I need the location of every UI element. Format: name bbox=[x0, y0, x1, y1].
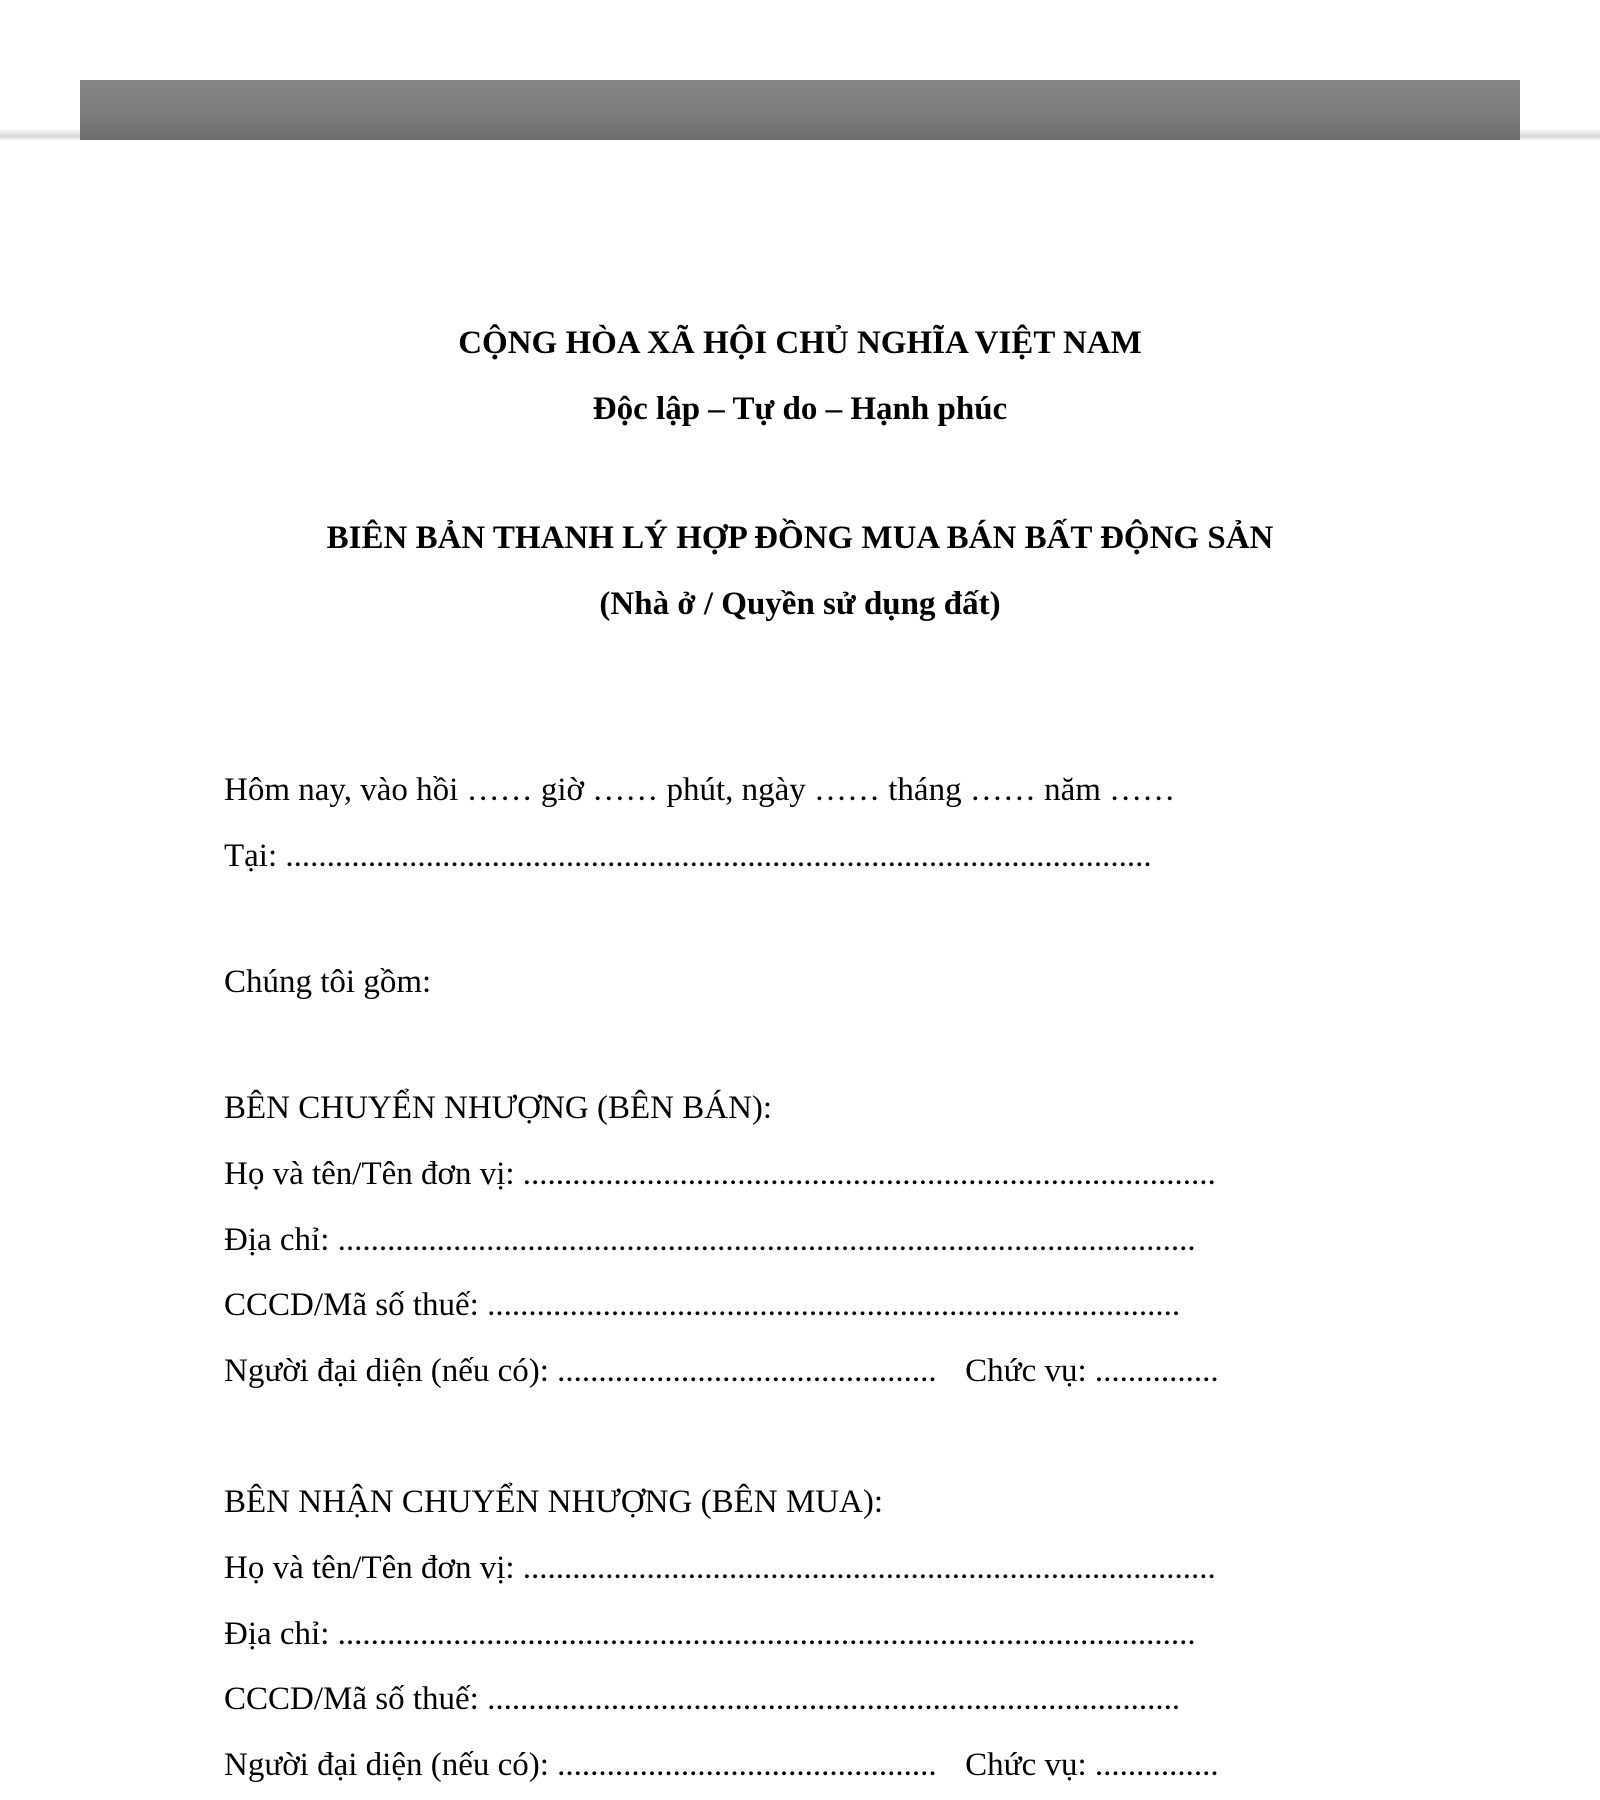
document-title: BIÊN BẢN THANH LÝ HỢP ĐỒNG MUA BÁN BẤT ĐỘNG SẢN bbox=[326, 520, 1274, 556]
seller-representative-line bbox=[224, 1353, 1219, 1390]
seller-representative-label: Người đại diện (nếu có): .............................................. bbox=[224, 1353, 937, 1389]
place-line: Tại: ......................................................................................................... bbox=[224, 838, 1152, 874]
viewer-top-bar bbox=[80, 80, 1520, 140]
country-heading: CỘNG HÒA XÃ HỘI CHỦ NGHĨA VIỆT NAM bbox=[458, 325, 1142, 361]
buyer-heading: BÊN NHẬN CHUYỂN NHƯỢNG (BÊN MUA): bbox=[224, 1484, 883, 1520]
time-line: Hôm nay, vào hồi …… giờ …… phút, ngày …… tháng …… năm …… bbox=[224, 772, 1176, 808]
seller-position-label: Chức vụ: ............... bbox=[965, 1353, 1219, 1389]
buyer-address-line: Địa chỉ: ........................................................................................................ bbox=[224, 1616, 1196, 1652]
document-subtitle: (Nhà ở / Quyền sử dụng đất) bbox=[599, 586, 1001, 622]
seller-address-line: Địa chỉ: ........................................................................................................ bbox=[224, 1222, 1196, 1258]
parties-intro: Chúng tôi gồm: bbox=[224, 964, 432, 1000]
seller-heading: BÊN CHUYỂN NHƯỢNG (BÊN BÁN): bbox=[224, 1090, 773, 1126]
buyer-representative-line bbox=[224, 1747, 1219, 1784]
buyer-name-line: Họ và tên/Tên đơn vị: .................................................................................... bbox=[224, 1550, 1216, 1586]
buyer-position-label: Chức vụ: ............... bbox=[965, 1747, 1219, 1783]
seller-name-line: Họ và tên/Tên đơn vị: .................................................................................... bbox=[224, 1156, 1216, 1192]
buyer-tax-line: CCCD/Mã số thuế: .................................................................................... bbox=[224, 1681, 1181, 1717]
seller-tax-line: CCCD/Mã số thuế: .................................................................................... bbox=[224, 1287, 1181, 1323]
buyer-representative-label: Người đại diện (nếu có): .............................................. bbox=[224, 1747, 937, 1783]
motto-heading: Độc lập – Tự do – Hạnh phúc bbox=[592, 391, 1008, 427]
document-page bbox=[0, 140, 1600, 1800]
